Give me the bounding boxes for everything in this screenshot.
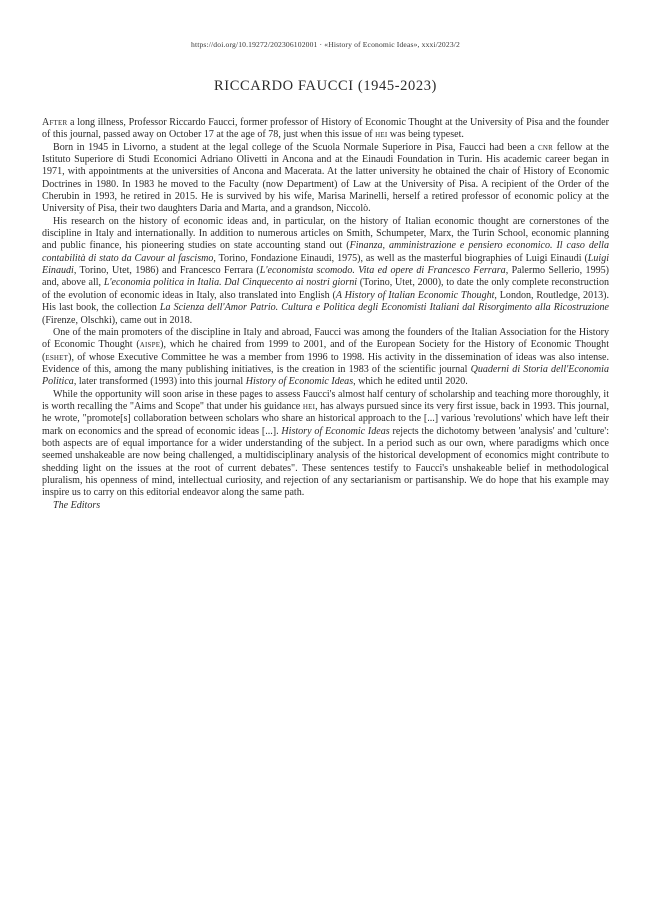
paragraph-text: , later transformed (1993) into this journal (73, 376, 246, 388)
acronym: hei (375, 129, 388, 141)
book-title: L'economista scomodo. Vita ed opere di Francesco Ferrara (259, 265, 506, 277)
paragraph-5 (42, 389, 609, 500)
book-title: A History of Italian Economic Thought (335, 289, 495, 301)
article-body (42, 117, 609, 512)
paragraph-4 (42, 327, 609, 389)
paragraph-text: ), of whose Executive Committee he was a member from 1996 to 1998. His activity in the dissemination of ideas was also intense. Evidence of this, among the many publishing initiatives, is the creation in 1983 of the scientific journal (42, 351, 609, 375)
acronym: eshet (45, 351, 69, 363)
paragraph-text: Born in 1945 in Livorno, a student at the legal college of the Scuola Normale Superiore in Pisa, Faucci had been a (53, 141, 539, 153)
paragraph-text: His research on the history of economic ideas and, in particular, on the history of Italian economic thought are cornerstones of the discipline in Italy and internationally. In addition to numerous articles on Smith, Schumpeter, Marx, the Turin School, economic planning and public finance, his pioneering studies on state accounting stand out ( (42, 215, 609, 252)
paragraph-text: was being typeset. (387, 129, 464, 141)
paragraph-text: , Torino, Utet, 1986) and Francesco Ferrara ( (73, 265, 260, 277)
article-title: RICCARDO FAUCCI (1945-2023) (214, 78, 437, 94)
paragraph-text: (Firenze, Olschki), came out in 2018. (42, 314, 193, 326)
paragraph-3 (42, 216, 609, 327)
paragraph-text: , Palermo Sellerio, 1995) and, above all, (42, 265, 610, 289)
journal-title: History of Economic Ideas (245, 376, 354, 388)
book-title: La Scienza dell'Amor Patrio. Cultura e Politica degli Economisti Italiani dal Risorgimento alla Ricostruzione (159, 302, 610, 314)
paragraph-text: rejects the dichotomy between 'analysis' and 'culture': both aspects are of equal importance for a wider understanding of the subject. In a period such as our own, where paradigms which once seemed unshakeable are now being challenged, a multidisciplinary analysis of the historical development of economics might contribute to shedding light on the issues at the root of current debates". These sentences testify to Faucci's unshakeable belief in methodological pluralism, his openness of mind, intellectual curiosity, and rejection of any sectarianism or partisanship. We do hope that his example may inspire us to carry on this editorial endeavor along the same path. (42, 425, 609, 499)
paragraph-text: , which he edited until 2020. (353, 376, 468, 388)
paragraph-text: , London, Routledge, 2013). His last book, the collection (42, 289, 609, 314)
running-head: https://doi.org/10.19272/202306102001 · «History of Economic Ideas», xxxi/2023/2 (191, 40, 460, 49)
acronym: hei (302, 400, 316, 412)
acronym: cnr (538, 141, 554, 153)
book-title: Luigi Einaudi (42, 252, 610, 277)
paragraph-text: , has always pursued since its very first issue, back in 1993. This journal, he wrote, "promote[s] collaboration between scholars who share an historical approach to the [...] various 'revolutions' which have left their mark on economics and the spread of economic ideas [...]. (42, 400, 609, 437)
paragraph-text: a long illness, Professor Riccardo Faucci, former professor of History of Economic Thought at the University of Pisa and the founder of this journal, passed away on October 17 at the age of 78, just when this issue of (42, 117, 609, 141)
paragraph-text: fellow at the Istituto Superiore di Studi Economici Adriano Olivetti in Ancona and at the Einaudi Foundation in Turin. His academic career began in 1971, with appointments at the universities of Ancona and Macerata. At the latter university he obtained the chair of History of Economic Doctrines in 1980. In 1983 he moved to the Faculty (now Department) of Law at the University of Pisa. A recipient of the Order of the Cherubin in 1993, he retired in 2015. He is survived by his wife, Marisa Marinelli, herself a retired professor of economic policy at the University of Pisa, their two daughters Daria and Marta, and a grandson, Niccolò. (42, 141, 609, 215)
editors-signature: The Editors (53, 499, 101, 511)
drop-lead: After (42, 117, 68, 128)
paragraph-2 (42, 142, 609, 216)
acronym: aispe (139, 339, 161, 351)
paragraph-text: , Torino, Fondazione Einaudi, 1975), as well as the masterful biographies of Luigi Einaudi ( (213, 252, 588, 264)
paragraph-text: While the opportunity will soon arise in these pages to assess Faucci's almost half century of scholarship and teaching more thoroughly, it is worth recalling the "Aims and Scope" that under his guidance (42, 388, 609, 412)
paragraph-text: ), which he chaired from 1999 to 2001, and of the European Society for the History of Economic Thought ( (42, 339, 609, 363)
paragraph-1 (42, 117, 609, 142)
book-title: L'economia politica in Italia. Dal Cinquecento ai nostri giorni (103, 277, 358, 289)
journal-title: Quaderni di Storia dell'Economia Politica (42, 363, 609, 388)
journal-title: History of Economic Ideas (281, 425, 390, 437)
paragraph-text: One of the main promoters of the discipline in Italy and abroad, Faucci was among the founders of the Italian Association for the History of Economic Thought ( (42, 326, 609, 351)
book-title: Finanza, amministrazione e pensiero economico. Il caso della contabilità di stato da Cavour al fascismo (42, 240, 609, 264)
paragraph-text: (Torino, Utet, 2000), to date the only complete reconstruction of the evolution of economic ideas in Italy, also translated into English ( (42, 277, 609, 301)
